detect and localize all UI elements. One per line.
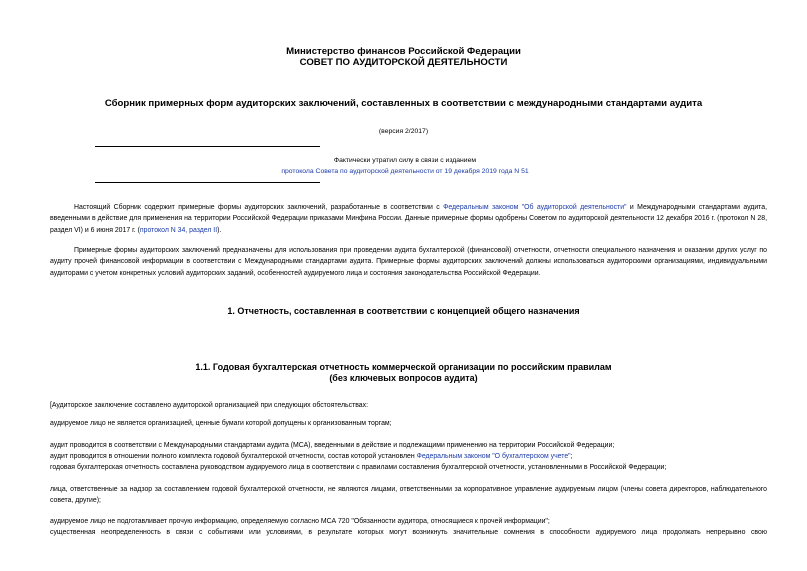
document-header — [0, 46, 807, 68]
council-name: СОВЕТ ПО АУДИТОРСКОЙ ДЕЯТЕЛЬНОСТИ — [299, 57, 508, 68]
ministry-name: Министерство финансов Российской Федерации — [286, 46, 521, 57]
section-1-1-heading — [0, 362, 807, 384]
repeal-notice-link[interactable]: протокола Совета по аудиторской деятельности от 19 декабря 2019 года N 51 — [281, 168, 529, 175]
condition-item: годовая бухгалтерская отчетность составлена руководством аудируемого лица в соответствии с правилами составления бухгалтерской отчетности, установленными в Российской Федерации; — [50, 464, 667, 471]
divider-bottom — [95, 182, 320, 183]
conditions-intro: [Аудиторское заключение составлено аудиторской организацией при следующих обстоятельствах: — [50, 402, 368, 409]
divider-top — [95, 146, 320, 147]
intro-text-3: ). — [217, 226, 222, 234]
accounting-law-link[interactable]: Федеральным законом "О бухгалтерском учете" — [416, 453, 571, 460]
section-1-heading: 1. Отчетность, составленная в соответствии с концепцией общего назначения — [227, 306, 580, 316]
section-1-1-title: 1.1. Годовая бухгалтерская отчетность коммерческой организации по российским правилам — [195, 362, 612, 372]
intro-text-2: и Международными стандартами аудита, введенными в действие для применения на территории Российской Федерации приказами Минфина России. Данные примерные формы одобрены Советом по аудиторской деятельности 12 декабря 2016 г. (протокол N 28, раздел VI) и 6 июня 2017 г. ( — [50, 204, 767, 234]
version-label: (версия 2/2017) — [378, 128, 429, 135]
condition-item: аудируемое лицо не является организацией, ценные бумаги которой допущены к организованным торгам; — [50, 420, 392, 427]
section-1-1-subtitle: (без ключевых вопросов аудита) — [329, 373, 478, 383]
intro-paragraph — [50, 202, 767, 236]
condition-text: аудит проводится в отношении полного комплекта годовой бухгалтерской отчетности, состав которой установлен — [50, 453, 417, 460]
document-title: Сборник примерных форм аудиторских заключений, составленных в соответствии с международными стандартами аудита — [104, 98, 703, 109]
condition-item — [50, 451, 767, 462]
repeal-notice — [200, 155, 610, 177]
condition-text-end: ; — [570, 453, 573, 460]
condition-item: аудит проводится в соответствии с Международными стандартами аудита (МСА), введенными в действие и подлежащими применению на территории Российской Федерации; — [50, 442, 615, 449]
purpose-paragraph: Примерные формы аудиторских заключений предназначены для использования при проведении аудита бухгалтерской (финансовой) отчетности, отчетности специального назначения и оказании других услуг по аудиту прочей финансовой информации в соответствии с Международными стандартами аудита. Примерные формы аудиторских заключений должны использоваться аудиторскими организациями, индивидуальными аудиторами с учетом конкретных условий аудиторских заданий, особенностей аудируемого лица и состояния законодательства Российской Федерации. — [50, 247, 767, 277]
audit-law-link[interactable]: Федеральным законом "Об аудиторской деятельности" — [443, 204, 627, 211]
intro-text-1: Настоящий Сборник содержит примерные формы аудиторских заключений, разработанные в соответствии с — [74, 204, 444, 211]
condition-item: аудируемое лицо не подготавливает прочую информацию, определяемую согласно МСА 720 "Обязанности аудитора, относящиеся к прочей информации"; — [50, 518, 550, 525]
repeal-notice-text: Фактически утратил силу в связи с изданием — [333, 157, 477, 164]
protocol-34-link[interactable]: протокол N 34, раздел II — [139, 226, 218, 234]
condition-item: лица, ответственные за надзор за составлением годовой бухгалтерской отчетности, не являются лицами, ответственными за корпоративное управление аудируемым лицом (члены совета директоров, наблюдательного совета, другие); — [50, 486, 767, 505]
condition-item: существенная неопределенность в связи с событиями или условиями, в результате которых могут возникнуть значительные сомнения в способности аудируемого лица продолжать непрерывно свою — [50, 529, 767, 536]
